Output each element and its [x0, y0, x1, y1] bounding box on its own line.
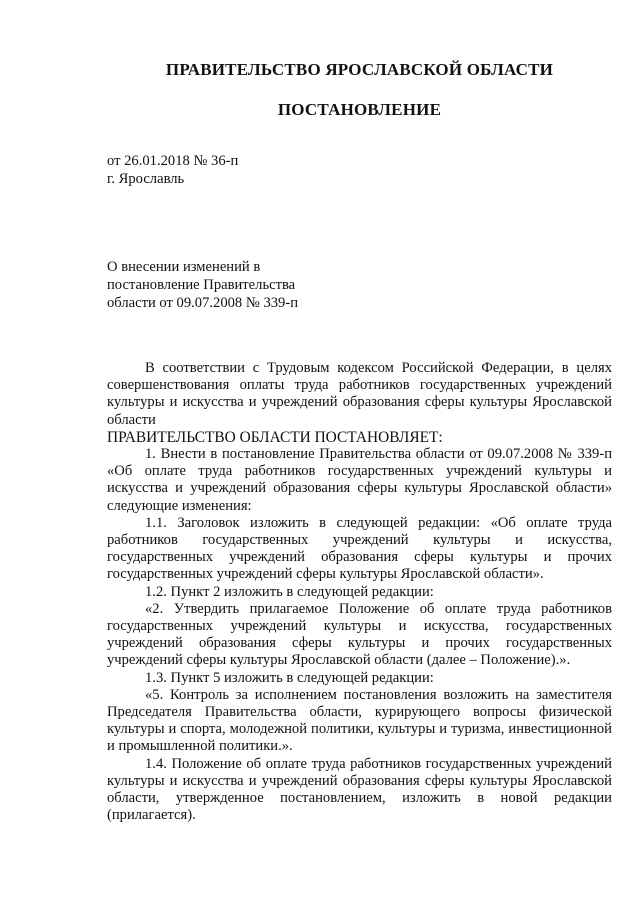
- city: г. Ярославль: [107, 171, 185, 187]
- organization-title: ПРАВИТЕЛЬСТВО ЯРОСЛАВСКОЙ ОБЛАСТИ: [165, 60, 554, 79]
- document-subject: [107, 258, 337, 312]
- item-1-1-paragraph: 1.1. Заголовок изложить в следующей редакции: «Об оплате труда работников государственных учреждений культуры и искусства, государственных учреждений образования сферы культуры и прочих государственных учреждений сферы культуры Ярославской области».: [107, 514, 612, 583]
- document-meta: [107, 152, 238, 188]
- decree-line: ПРАВИТЕЛЬСТВО ОБЛАСТИ ПОСТАНОВЛЯЕТ:: [107, 428, 443, 446]
- item-1-4-paragraph: 1.4. Положение об оплате труда работников государственных учреждений культуры и искусства и учреждений образования сферы культуры Ярославской области, утвержденное постановлением, изложить в новой редакции (прилагается).: [107, 755, 612, 824]
- preamble-paragraph: В соответствии с Трудовым кодексом Российской Федерации, в целях совершенствования оплаты труда работников государственных учреждений культуры и искусства и учреждений образования сферы культуры Ярославской области: [107, 360, 612, 428]
- item-1-3-text-paragraph: «5. Контроль за исполнением постановления возложить на заместителя Председателя Правительства области, курирующего вопросы физической культуры и спорта, молодежной политики, культуры и туризма, инвестиционной и промышленной политики.».: [107, 686, 612, 755]
- date-number: от 26.01.2018 № 36-п: [107, 153, 239, 169]
- item-1-2-paragraph: 1.2. Пункт 2 изложить в следующей редакции:: [145, 583, 434, 600]
- document-type-title: ПОСТАНОВЛЕНИЕ: [277, 100, 442, 119]
- subject-line-1: О внесении изменений в: [107, 259, 261, 275]
- item-1-3-paragraph: 1.3. Пункт 5 изложить в следующей редакции:: [145, 669, 434, 686]
- item-1-paragraph: 1. Внести в постановление Правительства области от 09.07.2008 № 339-п «Об оплате труда работников государственных учреждений культуры и искусства и учреждений образования сферы культуры Ярославской области» следующие изменения:: [107, 446, 612, 514]
- subject-line-2: постановление Правительства: [107, 277, 296, 293]
- document-body: [107, 360, 612, 824]
- item-1-2-text-paragraph: «2. Утвердить прилагаемое Положение об оплате труда работников государственных учреждений культуры и искусства, государственных учреждений образования сферы культуры и прочих государственных учреждений сферы культуры Ярославской области (далее – Положение).».: [107, 600, 612, 669]
- subject-line-3: области от 09.07.2008 № 339-п: [107, 295, 299, 311]
